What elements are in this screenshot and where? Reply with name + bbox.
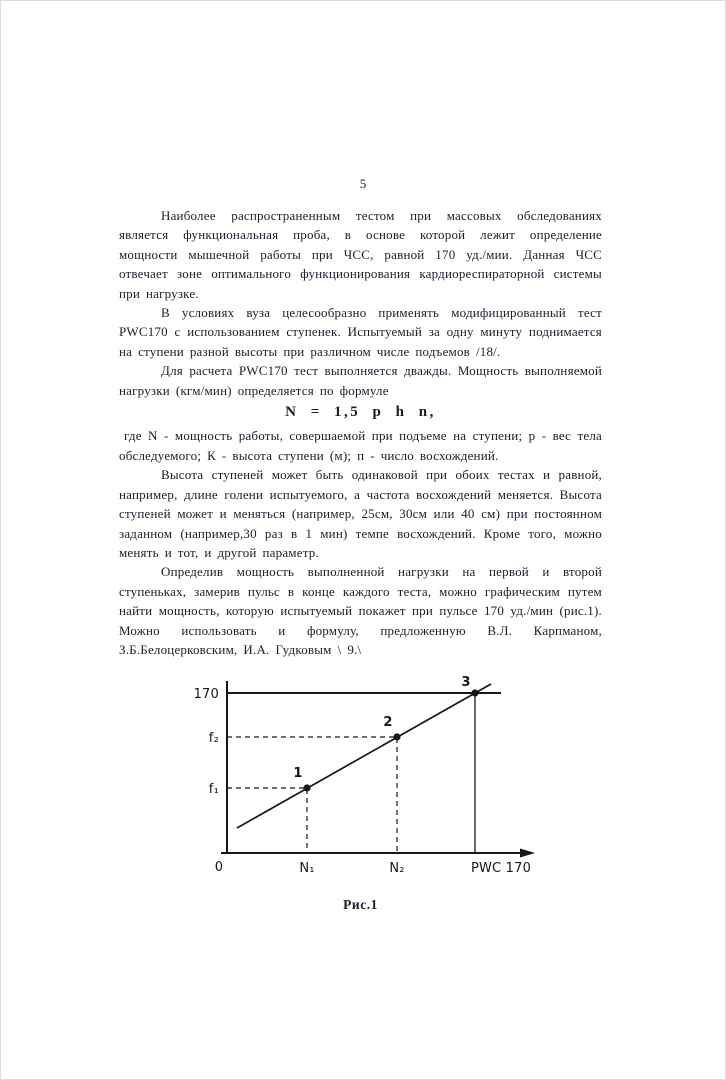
label-pwc170: PWC 170 bbox=[470, 861, 532, 877]
pwc170-graph bbox=[179, 673, 579, 885]
performance-line bbox=[237, 684, 491, 828]
paragraph-5: Высота ступеней может быть одинаковой при обоих тестах и равной, например, длине голени испытуемого, а частота восхождений меняется. Высота ступеней может и меняться (например, 25см, 30см или 40 см) при постоянном заданном (например,30 раз в 1 мин) темпе восхождений. Кроме того, можно менять и тот, и другой параметр. bbox=[119, 467, 602, 560]
label-f1: f₁ bbox=[208, 782, 219, 798]
label-point-3: 3 bbox=[461, 675, 471, 691]
data-point-1 bbox=[303, 785, 310, 792]
paragraph-3: Для расчета PWC170 тест выполняется дважды. Мощность выполняемой нагрузки (кгм/мин) определяется по формуле bbox=[119, 363, 602, 398]
formula: N = 1,5 p h n, bbox=[285, 404, 436, 421]
label-origin: 0 bbox=[214, 860, 224, 876]
page-number: 5 bbox=[359, 176, 367, 191]
document-body bbox=[119, 206, 602, 915]
label-point-1: 1 bbox=[293, 766, 303, 782]
label-n1: N₁ bbox=[299, 861, 315, 877]
label-f2: f₂ bbox=[208, 731, 219, 747]
label-point-2: 2 bbox=[383, 715, 393, 731]
paragraph-6: Определив мощность выполненной нагрузки на первой и второй ступеньках, замерив пульс в конце каждого теста, можно графическим путем найти мощность, которую испытуемый покажет при пульсе 170 уд./мин (рис.1). Можно использовать и формулу, предложенную В.Л. Карпманом, З.Б.Белоцерковским, И.А. Гудковым \ 9.\ bbox=[119, 564, 602, 657]
guide-f1-n1 bbox=[227, 788, 307, 853]
x-axis-arrow bbox=[520, 849, 535, 858]
guide-f2-n2 bbox=[227, 737, 397, 853]
data-point-2 bbox=[393, 734, 400, 741]
figure-caption: Рис.1 bbox=[343, 897, 378, 913]
paragraph-1: Наиболее распространенным тестом при массовых обследованиях является функциональная проба, в основе которой лежит определение мощности мышечной работы при ЧСС, равной 170 уд./мии. Данная ЧСС отвечает зоне оптимального функционирования кардиореспираторной системы при нагрузке. bbox=[119, 208, 602, 301]
paragraph-4: где N - мощность работы, совершаемой при подъеме на ступени; р - вес тела обследуемого; К - высота ступени (м); п - число восхождений. bbox=[119, 428, 602, 463]
label-170: 170 bbox=[193, 687, 219, 703]
figure-pwc170 bbox=[119, 673, 602, 914]
data-point-3 bbox=[471, 690, 478, 697]
label-n2: N₂ bbox=[389, 861, 405, 877]
paragraph-2: В условиях вуза целесообразно применять модифицированный тест PWC170 с использованием ступенек. Испытуемый за одну минуту поднимается на ступени разной высоты при различном числе подъемов /18/. bbox=[119, 305, 602, 359]
